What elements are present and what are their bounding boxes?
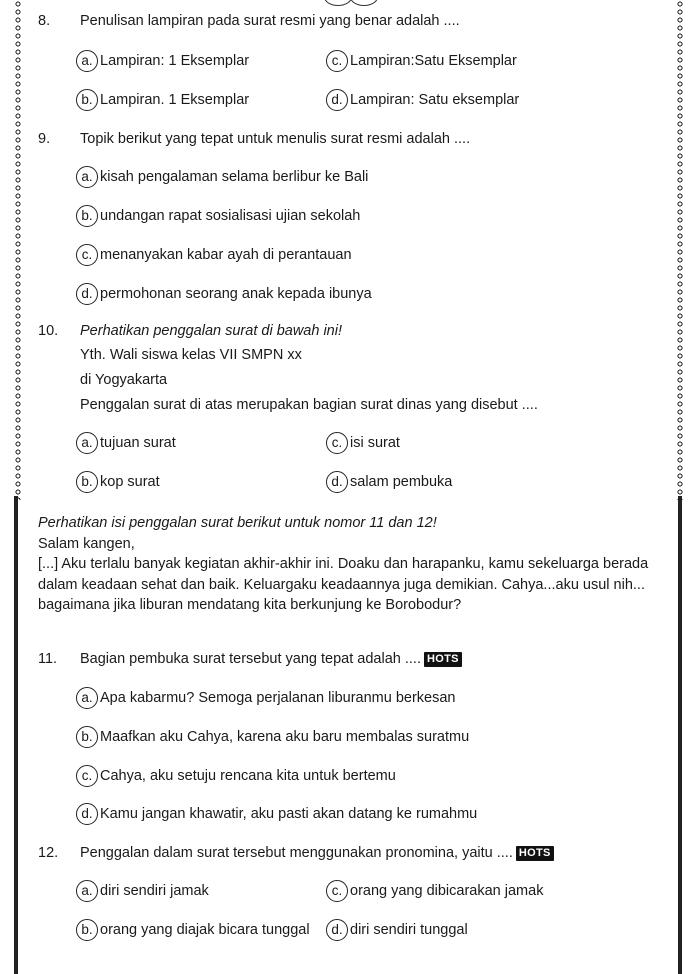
- option-badge: a.: [76, 166, 98, 188]
- option-text: Cahya, aku setuju rencana kita untuk bertemu: [100, 768, 396, 784]
- letter-excerpt-line-1: Yth. Wali siswa kelas VII SMPN xx: [80, 347, 302, 363]
- q9-option-c[interactable]: [76, 244, 352, 266]
- option-badge: b.: [76, 471, 98, 493]
- q11-option-c[interactable]: [76, 765, 396, 787]
- option-badge: b.: [76, 919, 98, 941]
- question-number: 9.: [38, 131, 51, 147]
- option-text: tujuan surat: [100, 435, 176, 451]
- question-text: Bagian pembuka surat tersebut yang tepat adalah ....: [80, 651, 421, 667]
- right-solid-border: [678, 496, 682, 974]
- option-text: Lampiran: 1 Eksemplar: [100, 53, 250, 69]
- reading-passage: [38, 513, 678, 616]
- q8-option-a[interactable]: [76, 50, 249, 72]
- right-dotted-border: [676, 0, 684, 500]
- question-text: Penulisan lampiran pada surat resmi yang benar adalah ....: [80, 13, 460, 29]
- q8-option-c[interactable]: [326, 50, 517, 72]
- option-text: diri sendiri tunggal: [350, 922, 468, 938]
- option-badge: d.: [76, 283, 98, 305]
- question-number: 11.: [38, 651, 58, 667]
- q9-option-b[interactable]: [76, 205, 360, 227]
- option-badge: d.: [326, 89, 348, 111]
- option-text: salam pembuka: [350, 474, 453, 490]
- q12-option-d[interactable]: [326, 919, 468, 941]
- q11-option-d[interactable]: [76, 803, 477, 825]
- option-badge: a.: [76, 432, 98, 454]
- passage-line: dalam keadaan sehat dan baik. Keluargaku keadaannya juga demikian. Cahya...aku usul nih...: [38, 576, 645, 593]
- option-text: kisah pengalaman selama berlibur ke Bali: [100, 169, 369, 185]
- option-badge: a.: [76, 50, 98, 72]
- option-text: Maafkan aku Cahya, karena aku baru membalas suratmu: [100, 729, 470, 745]
- question-instruction: Perhatikan penggalan surat di bawah ini!: [80, 323, 342, 339]
- question-text-wrap: [80, 651, 462, 667]
- option-text: Apa kabarmu? Semoga perjalanan liburanmu berkesan: [100, 690, 456, 706]
- q10-option-c[interactable]: [326, 432, 400, 454]
- passage-line: bagaimana jika liburan mendatang kita berkunjung ke Borobodur?: [38, 597, 462, 613]
- passage-greeting: Salam kangen,: [38, 535, 135, 552]
- passage-instruction: Perhatikan isi penggalan surat berikut untuk nomor 11 dan 12!: [38, 515, 437, 531]
- option-badge: b.: [76, 726, 98, 748]
- option-text: diri sendiri jamak: [100, 883, 209, 899]
- q8-option-b[interactable]: [76, 89, 249, 111]
- option-text: orang yang dibicarakan jamak: [350, 883, 544, 899]
- question-number: 12.: [38, 845, 59, 861]
- q9-option-d[interactable]: [76, 283, 372, 305]
- option-text: Lampiran. 1 Eksemplar: [100, 92, 250, 108]
- q11-option-a[interactable]: [76, 687, 455, 709]
- option-badge: c.: [76, 765, 98, 787]
- option-text: menanyakan kabar ayah di perantauan: [100, 247, 352, 263]
- option-badge: c.: [326, 50, 348, 72]
- option-badge: d.: [76, 803, 98, 825]
- q12-option-a[interactable]: [76, 880, 209, 902]
- hots-badge: HOTS: [516, 846, 554, 861]
- q9-option-a[interactable]: [76, 166, 368, 188]
- passage-line: [...] Aku terlalu banyak kegiatan akhir-akhir ini. Doaku dan harapanku, kamu sekeluarga berada: [38, 556, 649, 572]
- option-badge: d.: [326, 471, 348, 493]
- question-number: 10.: [38, 323, 59, 339]
- letter-excerpt-line-2: di Yogyakarta: [80, 372, 168, 388]
- option-badge: c.: [326, 432, 348, 454]
- q8-option-d[interactable]: [326, 89, 519, 111]
- question-text: Topik berikut yang tepat untuk menulis surat resmi adalah ....: [80, 131, 471, 147]
- question-text-wrap: [80, 845, 554, 861]
- option-badge: c.: [326, 880, 348, 902]
- option-text: Lampiran: Satu eksemplar: [350, 92, 520, 108]
- option-text: Kamu jangan khawatir, aku pasti akan datang ke rumahmu: [100, 806, 478, 822]
- option-badge: d.: [326, 919, 348, 941]
- option-text: kop surat: [100, 474, 160, 490]
- option-badge: c.: [76, 244, 98, 266]
- question-number: 8.: [38, 13, 51, 29]
- question-text: Penggalan dalam surat tersebut menggunakan pronomina, yaitu ....: [80, 845, 513, 861]
- q11-option-b[interactable]: [76, 726, 469, 748]
- q10-option-d[interactable]: [326, 471, 452, 493]
- option-text: isi surat: [350, 435, 400, 451]
- option-badge: b.: [76, 205, 98, 227]
- left-solid-border: [14, 496, 18, 974]
- q12-option-c[interactable]: [326, 880, 543, 902]
- q10-option-a[interactable]: [76, 432, 176, 454]
- option-text: orang yang diajak bicara tunggal: [100, 922, 310, 938]
- option-badge: b.: [76, 89, 98, 111]
- hots-badge: HOTS: [424, 652, 462, 667]
- option-text: undangan rapat sosialisasi ujian sekolah: [100, 208, 361, 224]
- option-badge: a.: [76, 687, 98, 709]
- option-text: Lampiran:Satu Eksemplar: [350, 53, 517, 69]
- option-text: permohonan seorang anak kepada ibunya: [100, 286, 372, 302]
- top-ring-decoration: [320, 0, 380, 4]
- question-text: Penggalan surat di atas merupakan bagian surat dinas yang disebut ....: [80, 397, 538, 413]
- option-badge: a.: [76, 880, 98, 902]
- q12-option-b[interactable]: [76, 919, 310, 941]
- left-dotted-border: [14, 0, 22, 500]
- q10-option-b[interactable]: [76, 471, 160, 493]
